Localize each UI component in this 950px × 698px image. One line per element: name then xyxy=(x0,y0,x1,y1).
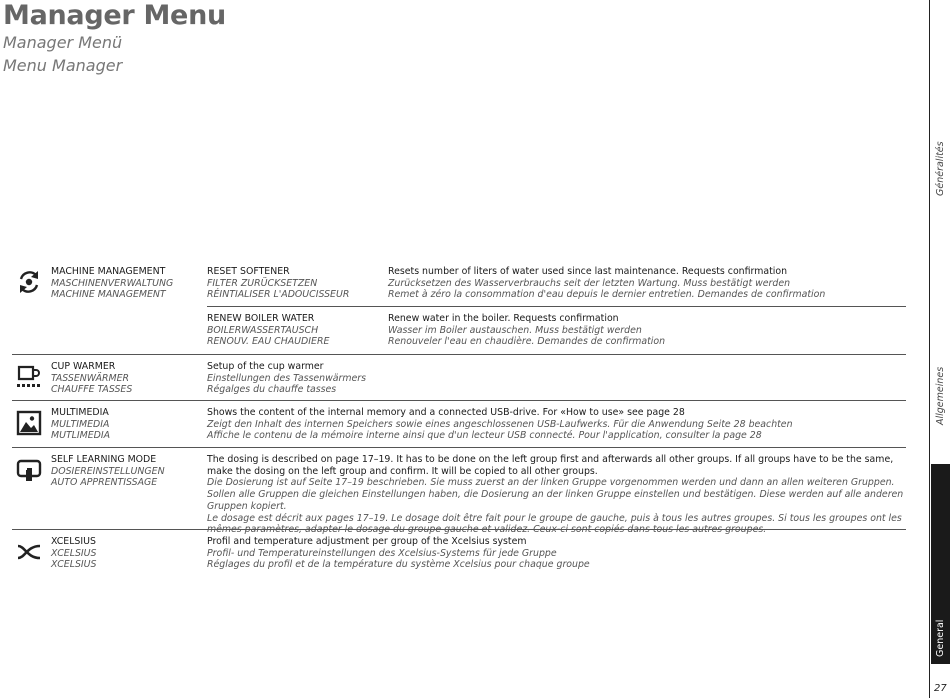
menu-row-cup-warmer xyxy=(12,354,906,399)
submenu-divider xyxy=(207,306,906,307)
desc-renew-boiler-en: Renew water in the boiler. Requests confirmation xyxy=(388,313,619,324)
row-desc-de: Zeigt den Inhalt des internen Speichers sowie eines angeschlossenen USB-Laufwerks. Für die Anwendung Seite 28 beachten xyxy=(207,418,793,430)
menu-row-self-learning-mode xyxy=(12,447,906,536)
menu-row-xcelsius xyxy=(12,529,906,574)
row-name-en: XCELSIUS xyxy=(51,536,96,547)
page-subtitle-fr: Menu Manager xyxy=(3,56,123,75)
row-name-de: TASSENWÄRMER xyxy=(51,372,130,384)
row-desc-fr: Le dosage est décrit aux pages 17–19. Le dosage doit être fait pour le groupe de gauche, puis à tous les autres groupes. Si tous les groupes ont les mêmes paramètres, adapter le dosage du groupe gauche et validez. Ceux-ci sont copiés dans tous les autres groupes. xyxy=(207,512,902,536)
row-name-fr: MUTLIMEDIA xyxy=(51,430,111,442)
page-number: 27 xyxy=(934,683,947,694)
row-desc-de: Einstellungen des Tassenwärmers xyxy=(207,372,366,384)
desc-reset-softener-de: Zurücksetzen des Wasserverbrauchs seit der letzten Wartung. Muss bestätigt werden xyxy=(388,277,791,289)
row-name-fr: MACHINE MANAGEMENT xyxy=(51,289,166,301)
xcelsius-icon xyxy=(15,538,43,566)
row-name-fr: AUTO APPRENTISSAGE xyxy=(51,477,158,489)
menu-row-multimedia xyxy=(12,400,906,446)
row-name-fr: XCELSIUS xyxy=(51,559,97,571)
multimedia-icon xyxy=(15,409,43,437)
row-desc-de: Profil- und Temperatureinstellungen des Xcelsius-Systems für jede Gruppe xyxy=(207,547,557,559)
side-tab-general xyxy=(931,464,950,664)
page-title: Manager Menu xyxy=(3,0,226,31)
row-desc-fr: Réglages du profil et de la température du système Xcelsius pour chaque groupe xyxy=(207,559,590,571)
desc-renew-boiler-de: Wasser im Boiler austauschen. Muss bestätigt werden xyxy=(388,324,642,336)
row-name-de: MULTIMEDIA xyxy=(51,418,110,430)
desc-renew-boiler-fr: Renouveler l'eau en chaudière. Demandes de confirmation xyxy=(388,336,666,348)
row-desc-en: Shows the content of the internal memory and a connected USB-drive. For «How to use» see page 28 xyxy=(207,407,685,418)
side-tab-generalites-label: Généralités xyxy=(935,141,946,196)
submenu-reset-softener-fr: RÉINTIALISER L'ADOUCISSEUR xyxy=(207,289,350,301)
row-desc-en: The dosing is described on page 17–19. It has to be done on the left group first and afterwards all other groups. If all groups have to be the same, make the dosing on the left group and confirm. It will be copied to all other groups. xyxy=(207,454,894,477)
row-desc-en: Profil and temperature adjustment per group of the Xcelsius system xyxy=(207,536,527,547)
row-name-en: MULTIMEDIA xyxy=(51,407,109,418)
menu-row-machine-management xyxy=(12,266,906,350)
row-name-en: MACHINE MANAGEMENT xyxy=(51,266,166,277)
desc-reset-softener-fr: Remet à zéro la consommation d'eau depuis le dernier entretien. Demandes de confirmation xyxy=(388,289,826,301)
row-name-de: MASCHINENVERWALTUNG xyxy=(51,277,174,289)
submenu-renew-boiler-de: BOILERWASSERTAUSCH xyxy=(207,324,319,336)
desc-reset-softener-en: Resets number of liters of water used since last maintenance. Requests confirmation xyxy=(388,266,788,277)
row-desc-fr: Régalges du chauffe tasses xyxy=(207,384,337,396)
side-tab-generalites xyxy=(931,0,950,232)
side-tab-allgemeines-label: Allgemeines xyxy=(935,366,946,425)
side-tab-allgemeines xyxy=(931,232,950,464)
submenu-reset-softener-de: FILTER ZURÜCKSETZEN xyxy=(207,277,318,289)
cup-warmer-icon xyxy=(15,363,43,391)
row-desc-de: Die Dosierung ist auf Seite 17–19 beschrieben. Sie muss zuerst an der linken Gruppe vorgenommen werden und dann an allen weiteren Gruppen. Sollen alle Gruppen die gleichen Einstellungen haben, die Dosierung an der linken Gruppe einstellen und bestätigen. Diese werden auf alle anderen Gruppen kopiert. xyxy=(207,477,904,512)
self-learning-icon xyxy=(15,456,43,484)
submenu-renew-boiler-fr: RENOUV. EAU CHAUDIERE xyxy=(207,336,330,348)
row-name-de: XCELSIUS xyxy=(51,547,97,559)
row-name-de: DOSIEREINSTELLUNGEN xyxy=(51,465,165,477)
side-tab-general-label: General xyxy=(935,619,946,657)
row-desc-fr: Affiche le contenu de la mémoire interne ainsi que d'un lecteur USB connecté. Pour l'application, consulter la page 28 xyxy=(207,430,762,442)
page-subtitle-de: Manager Menü xyxy=(3,33,123,52)
row-name-en: CUP WARMER xyxy=(51,361,116,372)
submenu-renew-boiler-en: RENEW BOILER WATER xyxy=(207,313,315,324)
submenu-reset-softener-en: RESET SOFTENER xyxy=(207,266,290,277)
row-name-fr: CHAUFFE TASSES xyxy=(51,384,133,396)
side-divider xyxy=(929,0,930,698)
row-desc-en: Setup of the cup warmer xyxy=(207,361,324,372)
machine-management-icon xyxy=(15,268,43,296)
row-name-en: SELF LEARNING MODE xyxy=(51,454,157,465)
